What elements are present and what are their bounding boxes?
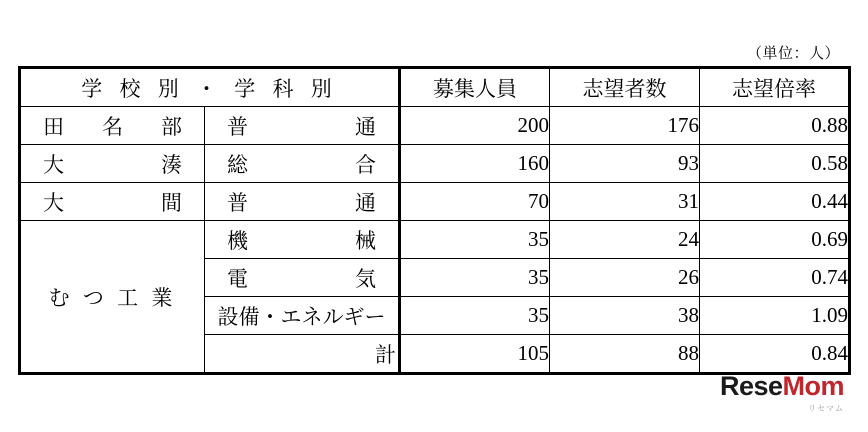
course-char-1: 電 bbox=[227, 266, 248, 291]
course-char-2: 通 bbox=[355, 190, 376, 215]
school-char-1: 大 bbox=[43, 190, 64, 215]
school-char-2: 名 bbox=[102, 114, 123, 139]
table-header bbox=[20, 68, 850, 107]
resemom-logo bbox=[720, 371, 844, 414]
table-header-row bbox=[20, 68, 850, 107]
school-name-ominato bbox=[20, 145, 205, 183]
ratio-value: 0.69 bbox=[700, 221, 850, 259]
quota-value: 70 bbox=[400, 183, 550, 221]
quota-value: 160 bbox=[400, 145, 550, 183]
course-name-denki bbox=[205, 259, 400, 297]
school-char-3: 間 bbox=[161, 190, 182, 215]
applicants-value: 93 bbox=[550, 145, 700, 183]
ratio-value: 0.74 bbox=[700, 259, 850, 297]
course-name-setsubi-energy: 設備・エネルギー bbox=[205, 297, 400, 335]
school-char-1: 田 bbox=[43, 114, 64, 139]
admissions-table bbox=[18, 66, 851, 375]
school-name-tanabu bbox=[20, 107, 205, 145]
ratio-value: 0.58 bbox=[700, 145, 850, 183]
course-total-label: 計 bbox=[205, 335, 400, 374]
unit-note: （単位：人） bbox=[746, 46, 840, 62]
course-char-1: 総 bbox=[227, 152, 248, 177]
column-header-applicants: 志望者数 bbox=[550, 68, 700, 107]
quota-value: 35 bbox=[400, 297, 550, 335]
logo-text-mom: Mom bbox=[782, 371, 844, 401]
logo-text-rese: Rese bbox=[719, 371, 783, 401]
table-row bbox=[20, 107, 850, 145]
applicants-value: 38 bbox=[550, 297, 700, 335]
course-char-2: 械 bbox=[355, 228, 376, 253]
logo-wordmark bbox=[720, 371, 844, 402]
quota-value: 200 bbox=[400, 107, 550, 145]
quota-value: 35 bbox=[400, 259, 550, 297]
applicants-value: 176 bbox=[550, 107, 700, 145]
column-header-ratio: 志望倍率 bbox=[700, 68, 850, 107]
course-name-futsu bbox=[205, 183, 400, 221]
total-applicants-value: 88 bbox=[550, 335, 700, 374]
applicants-value: 24 bbox=[550, 221, 700, 259]
admissions-table-container bbox=[18, 66, 848, 375]
logo-subtitle: リセマム bbox=[808, 404, 844, 413]
applicants-value: 31 bbox=[550, 183, 700, 221]
course-name-sogo bbox=[205, 145, 400, 183]
school-char-3: 湊 bbox=[161, 152, 182, 177]
column-header-quota: 募集人員 bbox=[400, 68, 550, 107]
table-body bbox=[20, 107, 850, 374]
table-row bbox=[20, 145, 850, 183]
school-char-1: 大 bbox=[43, 152, 64, 177]
column-header-school-department: 学 校 別 ・ 学 科 別 bbox=[20, 68, 400, 107]
course-char-1: 普 bbox=[227, 114, 248, 139]
ratio-value: 0.44 bbox=[700, 183, 850, 221]
quota-value: 35 bbox=[400, 221, 550, 259]
course-char-2: 通 bbox=[355, 114, 376, 139]
course-char-1: 機 bbox=[227, 228, 248, 253]
course-char-2: 気 bbox=[355, 266, 376, 291]
school-name-mutsu-kogyo: む つ 工 業 bbox=[20, 221, 205, 374]
ratio-value: 0.88 bbox=[700, 107, 850, 145]
total-ratio-value: 0.84 bbox=[700, 335, 850, 374]
table-row bbox=[20, 221, 850, 259]
school-name-oma bbox=[20, 183, 205, 221]
ratio-value: 1.09 bbox=[700, 297, 850, 335]
course-name-futsu bbox=[205, 107, 400, 145]
course-name-kikai bbox=[205, 221, 400, 259]
applicants-value: 26 bbox=[550, 259, 700, 297]
total-quota-value: 105 bbox=[400, 335, 550, 374]
course-char-1: 普 bbox=[227, 190, 248, 215]
course-char-2: 合 bbox=[355, 152, 376, 177]
school-char-3: 部 bbox=[161, 114, 182, 139]
table-row bbox=[20, 183, 850, 221]
